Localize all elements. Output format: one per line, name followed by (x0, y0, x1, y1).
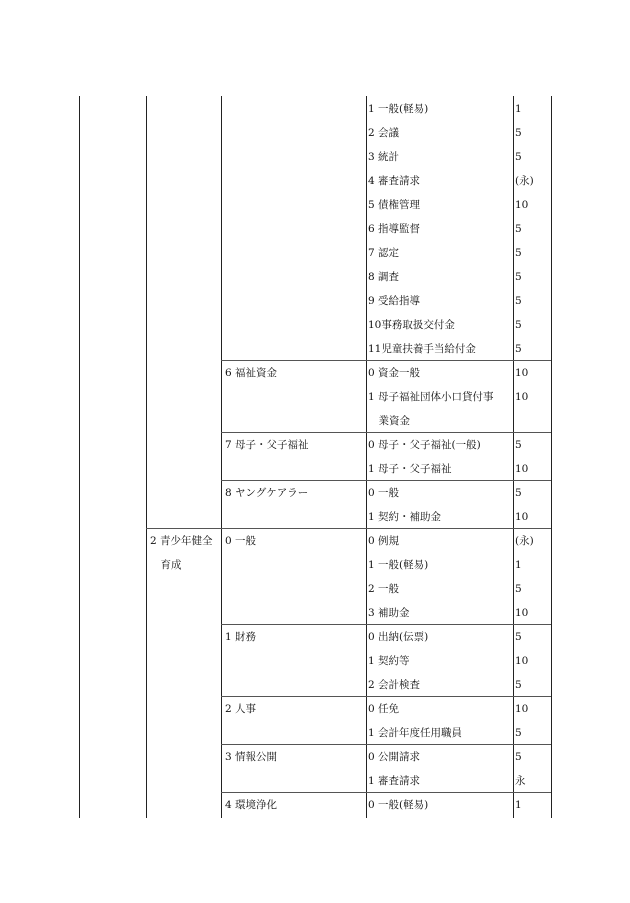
table-cell-c4: 1 母子福祉団体小口貸付事 (368, 391, 494, 403)
group-divider (221, 480, 551, 481)
table-cell-c4: 3 統計 (368, 151, 400, 163)
column-rule (513, 96, 514, 818)
table-cell-c4: 4 審査請求 (368, 175, 421, 187)
table-cell-c5: 10 (515, 607, 529, 619)
table-cell-c5: 5 (515, 295, 522, 307)
table-cell-c5: 1 (515, 799, 522, 811)
table-cell-c4: 8 調査 (368, 271, 400, 283)
group-divider (146, 528, 551, 529)
table-cell-c5: (永) (515, 535, 534, 547)
table-cell-c4: 9 受給指導 (368, 295, 421, 307)
table-cell-c4: 1 一般(軽易) (368, 559, 429, 571)
table-cell-c4: 1 契約・補助金 (368, 511, 442, 523)
table-cell-c5: 10 (515, 511, 529, 523)
table-cell-c4: 1 審査請求 (368, 775, 421, 787)
group-divider (221, 744, 551, 745)
table-cell-c5: 10 (515, 367, 529, 379)
group-divider (221, 624, 551, 625)
table-cell-c4: 0 一般(軽易) (368, 799, 429, 811)
table-cell-c5: 5 (515, 751, 522, 763)
table-cell-c4: 業資金 (368, 415, 410, 427)
table-cell-c5: 5 (515, 319, 522, 331)
table-cell-c5: 5 (515, 487, 522, 499)
table-cell-c4: 0 公開請求 (368, 751, 421, 763)
table-cell-c5: 5 (515, 631, 522, 643)
table-cell-c5: (永) (515, 175, 534, 187)
table-cell-c3: 2 人事 (225, 703, 257, 715)
table-cell-c5: 5 (515, 151, 522, 163)
group-divider (221, 792, 551, 793)
table-cell-c5: 5 (515, 727, 522, 739)
table-cell-c5: 5 (515, 271, 522, 283)
table-cell-c5: 10 (515, 391, 529, 403)
group-divider (221, 432, 551, 433)
table-cell-c5: 5 (515, 223, 522, 235)
table-cell-c5: 5 (515, 343, 522, 355)
table-cell-c4: 1 契約等 (368, 655, 410, 667)
table-cell-c5: 5 (515, 439, 522, 451)
table-cell-c5: 1 (515, 559, 522, 571)
group-divider (221, 360, 551, 361)
table-cell-c3: 1 財務 (225, 631, 257, 643)
table-cell-c5: 5 (515, 127, 522, 139)
table-cell-c5: 10 (515, 199, 529, 211)
table-cell-c2: 育成 (150, 559, 182, 571)
table-cell-c4: 0 資金一般 (368, 367, 421, 379)
table-cell-c4: 2 会議 (368, 127, 400, 139)
table-cell-c4: 1 母子・父子福祉 (368, 463, 452, 475)
table-cell-c5: 10 (515, 703, 529, 715)
column-rule (366, 96, 367, 818)
table-cell-c4: 0 一般 (368, 487, 400, 499)
table-cell-c4: 2 会計検査 (368, 679, 421, 691)
table-cell-c3: 6 福祉資金 (225, 367, 278, 379)
table-cell-c5: 永 (515, 775, 526, 787)
table-cell-c3: 7 母子・父子福祉 (225, 439, 309, 451)
table-cell-c4: 0 任免 (368, 703, 400, 715)
table-cell-c4: 11児童扶養手当給付金 (368, 343, 476, 355)
table-cell-c5: 10 (515, 655, 529, 667)
column-rule (551, 96, 552, 818)
table-cell-c4: 3 補助金 (368, 607, 410, 619)
table-cell-c3: 0 一般 (225, 535, 257, 547)
table-cell-c4: 2 一般 (368, 583, 400, 595)
table-cell-c2: 2 青少年健全 (150, 535, 213, 547)
column-rule (221, 96, 222, 818)
column-rule (79, 96, 80, 818)
table-cell-c5: 5 (515, 247, 522, 259)
table-cell-c5: 5 (515, 679, 522, 691)
table-cell-c4: 0 例規 (368, 535, 400, 547)
column-rule (146, 96, 147, 818)
table-cell-c3: 3 情報公開 (225, 751, 278, 763)
table-cell-c5: 1 (515, 103, 522, 115)
table-cell-c3: 4 環境浄化 (225, 799, 278, 811)
table-cell-c4: 1 一般(軽易) (368, 103, 429, 115)
table-cell-c4: 1 会計年度任用職員 (368, 727, 463, 739)
table-cell-c4: 5 債権管理 (368, 199, 421, 211)
table-cell-c4: 0 出納(伝票) (368, 631, 429, 643)
group-divider (221, 696, 551, 697)
table-cell-c5: 5 (515, 583, 522, 595)
table-cell-c4: 6 指導監督 (368, 223, 421, 235)
table-cell-c4: 0 母子・父子福祉(一般) (368, 439, 481, 451)
table-cell-c4: 7 認定 (368, 247, 400, 259)
table-cell-c3: 8 ヤングケアラー (225, 487, 309, 499)
table-cell-c4: 10事務取扱交付金 (368, 319, 455, 331)
table-cell-c5: 10 (515, 463, 529, 475)
